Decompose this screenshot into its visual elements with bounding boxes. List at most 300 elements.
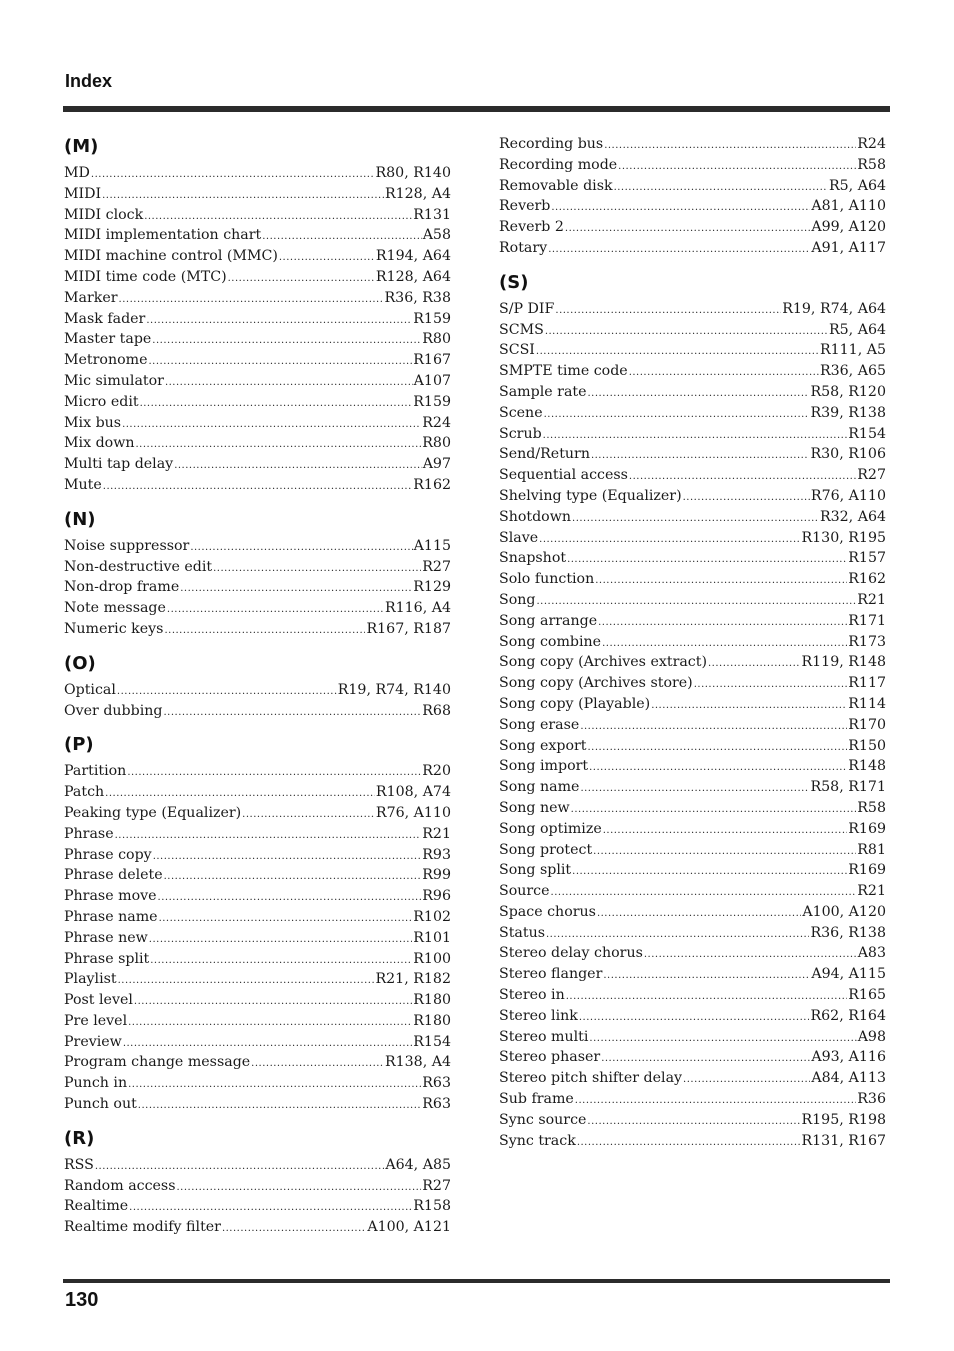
page-reference: R21	[422, 825, 451, 842]
index-entry	[64, 454, 451, 475]
dot-leader	[708, 654, 800, 675]
index-entry	[64, 288, 451, 309]
page-reference: R154	[848, 425, 886, 442]
index-term: Patch	[64, 784, 105, 801]
index-term: Optical	[64, 681, 116, 698]
index-term: Phrase name	[64, 908, 158, 925]
index-entry	[64, 371, 451, 392]
index-column-left	[64, 134, 451, 1249]
dot-leader	[91, 165, 375, 186]
index-term: Reverb	[499, 198, 551, 215]
page-reference: R58, R171	[810, 779, 886, 796]
index-term: Stereo link	[499, 1007, 578, 1024]
dot-leader	[539, 530, 800, 551]
page-reference: R93	[422, 846, 451, 863]
page-reference: A64, A85	[385, 1156, 451, 1173]
index-entry	[64, 557, 451, 578]
page-reference: R128, A4	[384, 185, 451, 202]
dot-leader	[102, 186, 384, 207]
page-reference: R30, R106	[810, 446, 886, 463]
index-entry	[499, 340, 886, 361]
page-reference: R24	[857, 136, 886, 152]
index-term: Multi tap delay	[64, 456, 174, 473]
page-reference: R5, A64	[828, 177, 886, 194]
page-reference: R119, R148	[801, 654, 886, 671]
page-reference: R99	[422, 867, 451, 884]
index-term: Micro edit	[64, 393, 139, 410]
section-heading: (O)	[64, 652, 96, 674]
index-term: SMPTE time code	[499, 363, 628, 380]
index-term: Song combine	[499, 633, 602, 650]
dot-leader	[242, 805, 375, 826]
index-entry	[64, 969, 451, 990]
page-reference: R170	[848, 716, 886, 733]
index-entry	[64, 1052, 451, 1073]
page-reference: R63	[422, 1096, 451, 1113]
dot-leader	[279, 248, 375, 269]
index-entry	[499, 403, 886, 424]
index-entry	[499, 507, 886, 528]
page-reference: R159	[413, 393, 451, 410]
dot-leader	[149, 930, 412, 951]
index-term: Song split	[499, 862, 572, 879]
page-reference: R158	[413, 1198, 451, 1215]
index-term: Marker	[64, 289, 118, 306]
section-heading: (S)	[499, 271, 529, 293]
index-term: RSS	[64, 1156, 94, 1173]
index-term: Phrase	[64, 825, 114, 842]
page-reference: R173	[848, 633, 886, 650]
dot-leader	[572, 509, 819, 530]
dot-leader	[163, 703, 421, 724]
index-entry	[64, 267, 451, 288]
index-entry	[64, 392, 451, 413]
dot-leader	[128, 1013, 412, 1034]
page-reference: R180	[413, 1012, 451, 1029]
dot-leader	[152, 331, 421, 352]
page-reference: R159	[413, 310, 451, 327]
index-term: Stereo pitch shifter delay	[499, 1070, 683, 1087]
index-term: MIDI machine control (MMC)	[64, 248, 278, 265]
dot-leader	[601, 1049, 810, 1070]
page-reference: R117	[848, 675, 886, 692]
index-entry	[64, 577, 451, 598]
dot-leader	[103, 477, 412, 498]
dot-leader	[571, 800, 857, 821]
index-entry	[499, 217, 886, 238]
dot-leader	[119, 290, 384, 311]
header-rule	[63, 106, 890, 112]
dot-leader	[603, 821, 848, 842]
index-term: SCSI	[499, 342, 535, 359]
page-header-title: Index	[65, 71, 113, 91]
page-reference: A100, A120	[802, 903, 886, 920]
dot-leader	[604, 136, 856, 157]
dot-leader	[174, 456, 421, 477]
page-reference: A58	[422, 227, 451, 244]
index-entry	[64, 1217, 451, 1238]
index-section	[64, 651, 451, 722]
dot-leader	[536, 342, 819, 363]
dot-leader	[588, 384, 810, 405]
index-entry	[499, 1068, 886, 1089]
index-entry	[64, 949, 451, 970]
index-term: Phrase delete	[64, 867, 163, 884]
page-reference: R36, R138	[810, 924, 886, 941]
dot-leader	[190, 538, 412, 559]
index-term: Playlist	[64, 971, 117, 988]
page-reference: A100, A121	[367, 1219, 451, 1236]
page-reference: R63	[422, 1075, 451, 1092]
index-entry	[64, 701, 451, 722]
dot-leader	[589, 758, 847, 779]
page-reference: R36, A65	[819, 363, 886, 380]
index-term: Recording bus	[499, 136, 604, 152]
dot-leader	[544, 405, 810, 426]
dot-leader	[148, 352, 412, 373]
page-reference: R58, R120	[810, 383, 886, 400]
dot-leader	[575, 1091, 856, 1112]
page-reference: R58	[857, 799, 886, 816]
index-entry	[499, 465, 886, 486]
index-term: Mix bus	[64, 414, 122, 431]
page-reference: R27	[422, 558, 451, 575]
index-term: Song copy (Playable)	[499, 695, 651, 712]
index-term: Phrase copy	[64, 846, 152, 863]
index-entry	[499, 382, 886, 403]
index-entry	[64, 205, 451, 226]
index-entry	[499, 985, 886, 1006]
index-term: Program change message	[64, 1054, 251, 1071]
dot-leader	[138, 1096, 421, 1117]
dot-leader	[159, 909, 413, 930]
page-reference: R80, R140	[375, 165, 451, 181]
dot-leader	[618, 157, 856, 178]
index-entry	[499, 444, 886, 465]
index-section	[499, 134, 886, 259]
index-entry	[64, 845, 451, 866]
index-term: Random access	[64, 1177, 176, 1194]
index-entry	[499, 881, 886, 902]
page-reference: R165	[848, 987, 886, 1004]
index-entry	[499, 1089, 886, 1110]
index-term: Source	[499, 883, 550, 900]
index-term: Slave	[499, 529, 539, 546]
index-term: Over dubbing	[64, 702, 163, 719]
index-term: Punch out	[64, 1096, 137, 1113]
index-term: Shelving type (Equalizer)	[499, 487, 682, 504]
index-entry	[64, 803, 451, 824]
index-term: Recording mode	[499, 156, 618, 173]
index-entry	[64, 163, 451, 184]
index-term: Mute	[64, 476, 102, 493]
index-term: Mask fader	[64, 310, 146, 327]
index-entry	[499, 299, 886, 320]
index-term: Phrase move	[64, 888, 157, 905]
index-entry	[499, 238, 886, 259]
index-term: Song arrange	[499, 612, 598, 629]
index-entry	[499, 632, 886, 653]
page-reference: R27	[857, 467, 886, 484]
dot-leader	[546, 925, 809, 946]
index-term: Song name	[499, 779, 580, 796]
index-term: Phrase new	[64, 929, 148, 946]
page-reference: R138, A4	[384, 1054, 451, 1071]
page-reference: R19, R74, A64	[782, 300, 886, 317]
index-entry	[64, 184, 451, 205]
page-reference: R114	[848, 695, 886, 712]
dot-leader	[167, 600, 384, 621]
index-entry	[64, 1094, 451, 1115]
index-entry	[499, 1110, 886, 1131]
page-reference: R19, R74, R140	[337, 681, 451, 698]
page-reference: A99, A120	[811, 219, 886, 236]
page-reference: A81, A110	[811, 198, 886, 215]
page-reference: R32, A64	[819, 508, 886, 525]
index-term: S/P DIF	[499, 300, 555, 317]
dot-leader	[144, 207, 412, 228]
dot-leader	[595, 571, 847, 592]
index-entry	[64, 598, 451, 619]
page-reference: R131, R167	[801, 1132, 886, 1149]
page-reference: R131	[413, 206, 451, 223]
index-term: Song copy (Archives store)	[499, 675, 693, 692]
dot-leader	[164, 867, 422, 888]
index-entry	[64, 886, 451, 907]
page-reference: R169	[848, 862, 886, 879]
index-entry	[499, 1027, 886, 1048]
page-reference: R21	[857, 883, 886, 900]
page-reference: R5, A64	[828, 321, 886, 338]
index-entry	[499, 798, 886, 819]
index-entry	[64, 475, 451, 496]
dot-leader	[548, 240, 810, 261]
index-entry	[64, 761, 451, 782]
index-entry	[499, 923, 886, 944]
index-term: Note message	[64, 600, 166, 617]
index-entry	[64, 225, 451, 246]
page-reference: R148	[848, 758, 886, 775]
page-reference: R36, R38	[384, 289, 451, 306]
dot-leader	[565, 219, 810, 240]
index-entry	[499, 528, 886, 549]
index-entry	[499, 777, 886, 798]
section-heading: (N)	[64, 508, 96, 530]
index-term: MIDI implementation chart	[64, 227, 262, 244]
dot-leader	[262, 227, 421, 248]
section-heading: (M)	[64, 136, 99, 157]
index-section	[64, 732, 451, 1115]
index-term: Sync source	[499, 1111, 587, 1128]
index-section	[64, 134, 451, 496]
index-entry	[499, 715, 886, 736]
page-reference: R39, R138	[810, 404, 886, 421]
index-term: Song export	[499, 737, 587, 754]
page-reference: R195, R198	[801, 1111, 886, 1128]
index-term: Sync track	[499, 1132, 576, 1149]
dot-leader	[134, 992, 412, 1013]
index-entry	[64, 1176, 451, 1197]
index-term: Pre level	[64, 1012, 128, 1029]
index-entry	[64, 329, 451, 350]
dot-leader	[105, 784, 375, 805]
index-term: Sequential access	[499, 467, 628, 484]
index-term: Phrase split	[64, 950, 150, 967]
index-entry	[64, 350, 451, 371]
index-term: Stereo flanger	[499, 966, 603, 983]
page-reference: R24	[422, 414, 451, 431]
page-reference: R101	[413, 929, 451, 946]
index-term: Stereo delay chorus	[499, 945, 643, 962]
page-reference: R108, A74	[375, 784, 451, 801]
page-reference: A107	[413, 372, 451, 389]
page-reference: R116, A4	[384, 600, 451, 617]
index-term: Metronome	[64, 352, 148, 369]
index-section	[64, 507, 451, 640]
page-reference: A115	[413, 537, 451, 554]
index-entry	[499, 424, 886, 445]
index-entry	[499, 943, 886, 964]
index-term: Space chorus	[499, 903, 596, 920]
page-reference: A84, A113	[811, 1070, 886, 1087]
page-reference: R194, A64	[375, 248, 451, 265]
index-entry	[499, 673, 886, 694]
index-column-right	[499, 134, 886, 1162]
index-section	[499, 270, 886, 1152]
index-entry	[499, 756, 886, 777]
dot-leader	[551, 883, 857, 904]
index-entry	[64, 433, 451, 454]
index-entry	[499, 486, 886, 507]
index-term: Punch in	[64, 1075, 128, 1092]
index-entry	[64, 782, 451, 803]
page-reference: A91, A117	[811, 239, 886, 256]
index-entry	[499, 840, 886, 861]
page-reference: R169	[848, 820, 886, 837]
index-term: Peaking type (Equalizer)	[64, 804, 242, 821]
index-term: Noise suppressor	[64, 537, 190, 554]
index-entry	[499, 196, 886, 217]
dot-leader	[213, 559, 421, 580]
index-entry	[499, 1131, 886, 1152]
dot-leader	[128, 1075, 421, 1096]
index-section	[64, 1126, 451, 1238]
dot-leader	[683, 488, 810, 509]
dot-leader	[644, 945, 857, 966]
dot-leader	[572, 862, 847, 883]
footer-rule	[63, 1279, 890, 1283]
dot-leader	[598, 613, 847, 634]
page-reference: R100	[413, 950, 451, 967]
index-entry	[499, 736, 886, 757]
section-heading: (P)	[64, 734, 94, 756]
index-term: Song protect	[499, 841, 593, 858]
dot-leader	[165, 373, 413, 394]
dot-leader	[180, 579, 412, 600]
dot-leader	[251, 1054, 384, 1075]
page-reference: R80	[422, 331, 451, 348]
dot-leader	[177, 1178, 422, 1199]
dot-leader	[614, 178, 828, 199]
dot-leader	[597, 904, 801, 925]
index-entry	[499, 548, 886, 569]
dot-leader	[115, 826, 422, 847]
index-term: Song	[499, 591, 536, 608]
index-term: Mic simulator	[64, 372, 164, 389]
index-entry	[499, 860, 886, 881]
index-entry	[499, 819, 886, 840]
dot-leader	[567, 550, 847, 571]
index-term: Song new	[499, 799, 570, 816]
index-entry	[64, 990, 451, 1011]
page-reference: R171	[848, 612, 886, 629]
dot-leader	[129, 1198, 412, 1219]
index-entry	[499, 611, 886, 632]
page-reference: R81	[857, 841, 886, 858]
page-reference: R20	[422, 763, 451, 780]
dot-leader	[135, 435, 421, 456]
dot-leader	[545, 322, 828, 343]
index-term: Partition	[64, 763, 127, 780]
index-term: Realtime modify filter	[64, 1219, 221, 1236]
index-term: Shotdown	[499, 508, 572, 525]
index-entry	[64, 824, 451, 845]
index-entry	[64, 309, 451, 330]
dot-leader	[577, 1133, 801, 1154]
index-entry	[499, 902, 886, 923]
index-term: Scrub	[499, 425, 542, 442]
dot-leader	[122, 415, 421, 436]
page-reference: R58	[857, 156, 886, 173]
page-reference: R36	[857, 1091, 886, 1108]
index-entry	[64, 1196, 451, 1217]
page-reference: R150	[848, 737, 886, 754]
index-entry	[64, 865, 451, 886]
dot-leader	[123, 1034, 412, 1055]
page-reference: R180	[413, 992, 451, 1009]
page-reference: R111, A5	[819, 342, 886, 359]
dot-leader	[694, 675, 848, 696]
dot-leader	[591, 446, 810, 467]
index-term: Rotary	[499, 239, 548, 256]
dot-leader	[140, 394, 413, 415]
index-term: Preview	[64, 1033, 122, 1050]
dot-leader	[543, 426, 848, 447]
page-reference: R128, A64	[375, 268, 451, 285]
page-reference: R167, R187	[366, 620, 451, 637]
page-reference: R129	[413, 579, 451, 596]
page-reference: R96	[422, 888, 451, 905]
index-term: MIDI time code (MTC)	[64, 268, 227, 285]
dot-leader	[146, 311, 412, 332]
index-entry	[64, 1155, 451, 1176]
index-entry	[64, 680, 451, 701]
page-reference: R21	[857, 591, 886, 608]
dot-leader	[222, 1219, 366, 1240]
index-entry	[499, 320, 886, 341]
index-term: Song import	[499, 758, 589, 775]
page-reference: R62, R164	[810, 1007, 886, 1024]
index-term: Song erase	[499, 716, 580, 733]
index-term: Non-destructive edit	[64, 558, 213, 575]
dot-leader	[117, 682, 337, 703]
page-reference: R154	[413, 1033, 451, 1050]
index-entry	[499, 652, 886, 673]
page-reference: R27	[422, 1177, 451, 1194]
index-term: MD	[64, 165, 90, 181]
index-entry	[64, 246, 451, 267]
dot-leader	[580, 717, 847, 738]
